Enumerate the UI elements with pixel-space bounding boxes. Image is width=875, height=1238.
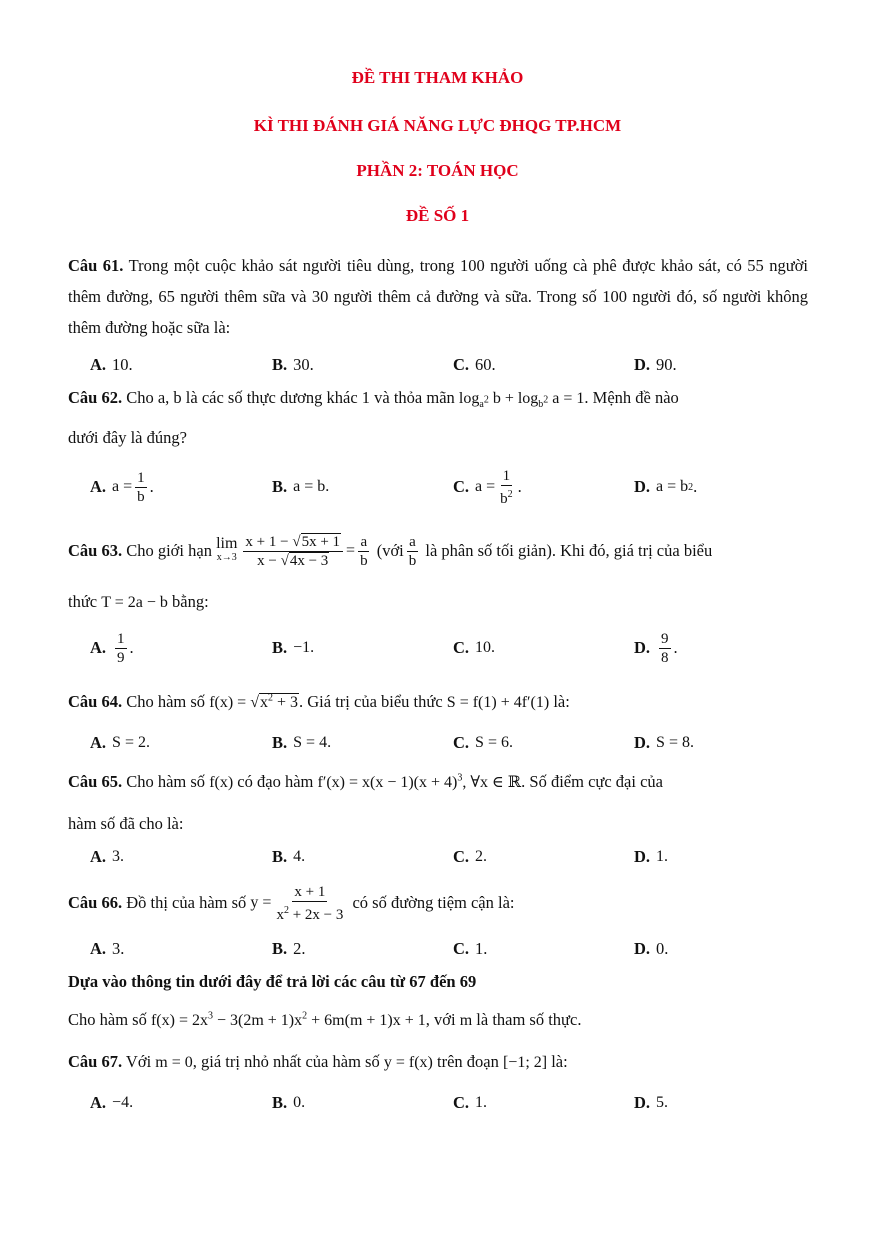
option-d[interactable]: D. 0. bbox=[634, 939, 669, 958]
option-b[interactable]: B. 4. bbox=[272, 847, 306, 866]
question-62-cont: dưới đây là đúng? bbox=[68, 428, 187, 447]
question-label: Câu 66. bbox=[68, 893, 123, 912]
option-d[interactable]: D. $\frac{9}{8}$ . bbox=[634, 630, 678, 666]
option-a[interactable]: A. $\frac{1}{9}$ . bbox=[90, 630, 134, 666]
option-c[interactable]: C. S = 6. bbox=[453, 733, 513, 752]
derivative-def: $f'(x) = x(x - 1)(x + 4)^3$, ∀x ∈ ℝ bbox=[317, 772, 522, 791]
option-d[interactable]: D. S = 8. bbox=[634, 733, 694, 752]
option-a[interactable]: A. S = 2. bbox=[90, 733, 150, 752]
question-63: Câu 63. Cho giới hạn lim x→3 $\frac{x + 1 - √5x + 1}{x - √4x - 3}$ = $\frac{a}{b}$ (với $\frac{a}{b}$ là phân số tối giản). Khi đó, giá trị của biểu bbox=[68, 533, 713, 569]
option-c[interactable]: C. 1. bbox=[453, 1093, 488, 1112]
question-61 bbox=[68, 250, 808, 343]
options-66 bbox=[90, 932, 810, 966]
option-a[interactable]: A. −4. bbox=[90, 1093, 134, 1112]
option-d[interactable]: D. a = b 2 . bbox=[634, 477, 698, 496]
function-def: $f(x) = √x^2 + 3$ bbox=[209, 692, 299, 711]
options-62 bbox=[90, 466, 810, 508]
option-b[interactable]: B. 2. bbox=[272, 939, 306, 958]
function-fraction: $\frac{x + 1}{x^2 + 2x - 3}$ bbox=[276, 883, 344, 923]
limit-symbol: lim x→3 bbox=[216, 535, 238, 563]
option-b[interactable]: B. a = b. bbox=[272, 477, 330, 496]
options-67 bbox=[90, 1086, 810, 1120]
question-65-cont: hàm số đã cho là: bbox=[68, 814, 184, 833]
question-label: Câu 64. bbox=[68, 692, 123, 711]
limit-fraction: $\frac{x + 1 - √5x + 1}{x - √4x - 3}$ bbox=[243, 533, 343, 570]
question-text: Cho a, b là các số thực dương khác 1 và thỏa mãn bbox=[126, 388, 455, 407]
question-67: Câu 67. Với m = 0, giá trị nhỏ nhất của hàm số y = f(x) trên đoạn [−1; 2] là: bbox=[68, 1052, 568, 1071]
option-b[interactable]: B. 0. bbox=[272, 1093, 306, 1112]
shared-info-text: Cho hàm số $f(x) = 2x^3 - 3(2m + 1)x^2 + 6m(m + 1)x + 1$, với m là tham số thực. bbox=[68, 1010, 582, 1029]
exam-title: ĐỀ THI THAM KHẢO bbox=[351, 68, 524, 87]
question-65: Câu 65. Cho hàm số f(x) có đạo hàm $f'(x) = x(x - 1)(x + 4)^3$, ∀x ∈ ℝ. Số điểm cực đại của bbox=[68, 772, 663, 791]
option-b[interactable]: B. 30. bbox=[272, 355, 314, 374]
option-a[interactable]: A. a = $\frac{1}{b}$ . bbox=[90, 469, 154, 505]
option-d[interactable]: D. 1. bbox=[634, 847, 669, 866]
option-a[interactable]: A. 3. bbox=[90, 939, 125, 958]
option-d[interactable]: D. 90. bbox=[634, 355, 677, 374]
options-63 bbox=[90, 626, 810, 670]
option-b[interactable]: B. S = 4. bbox=[272, 733, 332, 752]
question-label: Câu 62. bbox=[68, 388, 123, 407]
question-64: Câu 64. Cho hàm số $f(x) = √x^2 + 3$. Giá trị của biểu thức S = f(1) + 4f′(1) là: bbox=[68, 692, 570, 711]
option-c[interactable]: C. a = $\frac{1}{b^2}$ . bbox=[453, 467, 522, 507]
function-def: $f(x) = 2x^3 - 3(2m + 1)x^2 + 6m(m + 1)x + 1$ bbox=[150, 1010, 426, 1029]
question-62: Câu 62. Cho a, b là các số thực dương khác 1 và thỏa mãn $\log_{a^2} b + \log_{b^2} a = 1$. Mệnh đề nào bbox=[68, 388, 679, 411]
exam-subtitle: KÌ THI ĐÁNH GIÁ NĂNG LỰC ĐHQG TP.HCM bbox=[253, 116, 622, 135]
section-title: PHẦN 2: TOÁN HỌC bbox=[356, 161, 519, 180]
option-b[interactable]: B. −1. bbox=[272, 638, 315, 657]
options-64 bbox=[90, 726, 810, 760]
question-label: Câu 67. bbox=[68, 1052, 123, 1071]
question-label: Câu 61. bbox=[68, 256, 124, 275]
question-label: Câu 65. bbox=[68, 772, 123, 791]
option-d[interactable]: D. 5. bbox=[634, 1093, 669, 1112]
question-label: Câu 63. bbox=[68, 541, 123, 560]
option-c[interactable]: C. 2. bbox=[453, 847, 488, 866]
option-c[interactable]: C. 60. bbox=[453, 355, 496, 374]
question-text: Trong một cuộc khảo sát người tiêu dùng, trong 100 người uống cà phê được khảo sát, có 55 người thêm đường, 65 người thêm sữa và 30 người thêm cả đường và sữa. Trong số 100 người đó, số người không thêm đường hoặc sữa là: bbox=[68, 256, 809, 337]
option-a[interactable]: A. 10. bbox=[90, 355, 133, 374]
option-c[interactable]: C. 1. bbox=[453, 939, 488, 958]
log-equation: $\log_{a^2} b + \log_{b^2} a = 1$ bbox=[458, 390, 585, 411]
option-a[interactable]: A. 3. bbox=[90, 847, 125, 866]
exam-number: ĐỀ SỐ 1 bbox=[405, 206, 470, 225]
options-61 bbox=[90, 348, 810, 382]
option-c[interactable]: C. 10. bbox=[453, 638, 496, 657]
shared-info-heading: Dựa vào thông tin dưới đây để trả lời các câu từ 67 đến 69 bbox=[68, 972, 477, 991]
question-66: Câu 66. Đồ thị của hàm số y = $\frac{x + 1}{x^2 + 2x - 3}$ có số đường tiệm cận là: bbox=[68, 883, 515, 923]
question-63-cont: thức T = 2a − b bằng: bbox=[68, 592, 209, 611]
options-65 bbox=[90, 840, 810, 874]
